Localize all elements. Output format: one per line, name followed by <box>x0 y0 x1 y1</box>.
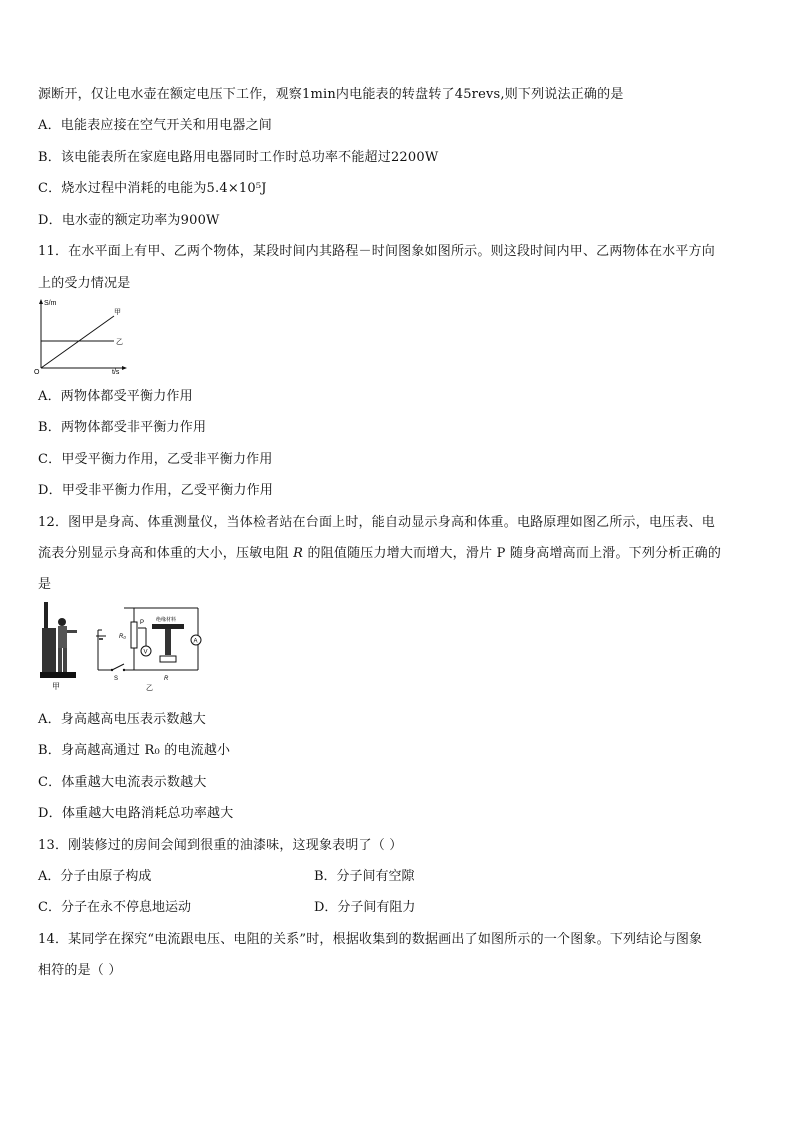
q12-stem-line2 <box>38 542 721 561</box>
q13-stem: 13．刚装修过的房间会闻到很重的油漆味，这现象表明了（ ） <box>38 838 403 853</box>
q10-option-d: D．电水壶的额定功率为900W <box>38 213 220 228</box>
q11-option-c: C．甲受平衡力作用，乙受非平衡力作用 <box>38 452 273 467</box>
x-axis-arrow <box>122 366 127 370</box>
line-jia <box>41 316 114 368</box>
q11-stem-line2: 上的受力情况是 <box>38 276 131 291</box>
q11-option-b: B．两物体都受非平衡力作用 <box>38 420 207 435</box>
q13-option-a: A．分子由原子构成 <box>38 869 152 884</box>
label-jia: 甲 <box>114 309 121 316</box>
label-p: P <box>140 620 145 626</box>
y-axis-label: S/m <box>44 300 57 307</box>
q12-resistor-symbol: R <box>293 546 304 561</box>
q12-stem-line2-pre: 流表分别显示身高和体重的大小，压敏电阻 <box>38 546 294 561</box>
q12-option-c: C．体重越大电流表示数越大 <box>38 775 207 790</box>
y-axis-arrow <box>39 299 43 304</box>
q12-stem-line2-post: 的阻值随压力增大而增大，滑片 P 随身高增高而上滑。下列分析正确的 <box>303 546 722 561</box>
resistor-r0 <box>131 622 137 648</box>
voltmeter-v-symbol: V <box>143 649 148 656</box>
q12-circuit-diagram <box>94 606 206 692</box>
label-r: R <box>164 676 169 682</box>
q10-option-c: C．烧水过程中消耗的电能为5.4×10⁵J <box>38 181 267 196</box>
q12-option-a: A．身高越高电压表示数越大 <box>38 712 206 727</box>
q11-stem-line1: 11．在水平面上有甲、乙两个物体，某段时间内其路程－时间图象如图所示。则这段时间内甲、乙两物体在水平方向 <box>38 244 715 259</box>
q12-option-d: D．体重越大电路消耗总功率越大 <box>38 806 234 821</box>
label-jia: 甲 <box>52 682 60 691</box>
q12-option-b: B．身高越高通过 R₀ 的电流越小 <box>38 743 231 758</box>
label-r0: R₀ <box>119 634 126 640</box>
x-axis-label: t/s <box>112 369 120 374</box>
pressure-resistor-r <box>160 656 176 662</box>
q13-option-d: D．分子间有阻力 <box>314 900 416 915</box>
q13-option-b: B．分子间有空隙 <box>314 869 415 884</box>
q10-option-a: A．电能表应接在空气开关和用电器之间 <box>38 118 272 133</box>
q12-stem-line1: 12．图甲是身高、体重测量仪，当体检者站在台面上时，能自动显示身高和体重。电路原理如图乙所示，电压表、电 <box>38 515 715 530</box>
switch <box>112 664 124 670</box>
insulating-plate <box>152 624 184 629</box>
q11-distance-time-graph <box>34 296 134 374</box>
origin-label: O <box>34 369 40 374</box>
q11-option-a: A．两物体都受平衡力作用 <box>38 389 193 404</box>
q13-option-c: C．分子在永不停息地运动 <box>38 900 191 915</box>
q10-stem-continuation: 源断开，仅让电水壶在额定电压下工作，观察1min内电能表的转盘转了45revs,则下列说法正确的是 <box>38 87 624 102</box>
q12-scale-figure <box>36 600 90 692</box>
label-s: S <box>114 676 119 682</box>
q11-option-d: D．甲受非平衡力作用，乙受平衡力作用 <box>38 483 274 498</box>
plate-label: 绝缘材料 <box>156 617 177 623</box>
ammeter-symbol: A <box>193 638 198 645</box>
label-yi: 乙 <box>146 685 153 692</box>
q10-option-b: B．该电能表所在家庭电路用电器同时工作时总功率不能超过2200W <box>38 150 439 165</box>
q12-stem-line3: 是 <box>38 577 52 592</box>
q14-stem-line1: 14．某同学在探究“电流跟电压、电阻的关系”时，根据收集到的数据画出了如图所示的一个图象。下列结论与图象 <box>38 932 703 947</box>
q14-stem-line2: 相符的是（ ） <box>38 963 122 978</box>
label-yi: 乙 <box>116 339 123 346</box>
